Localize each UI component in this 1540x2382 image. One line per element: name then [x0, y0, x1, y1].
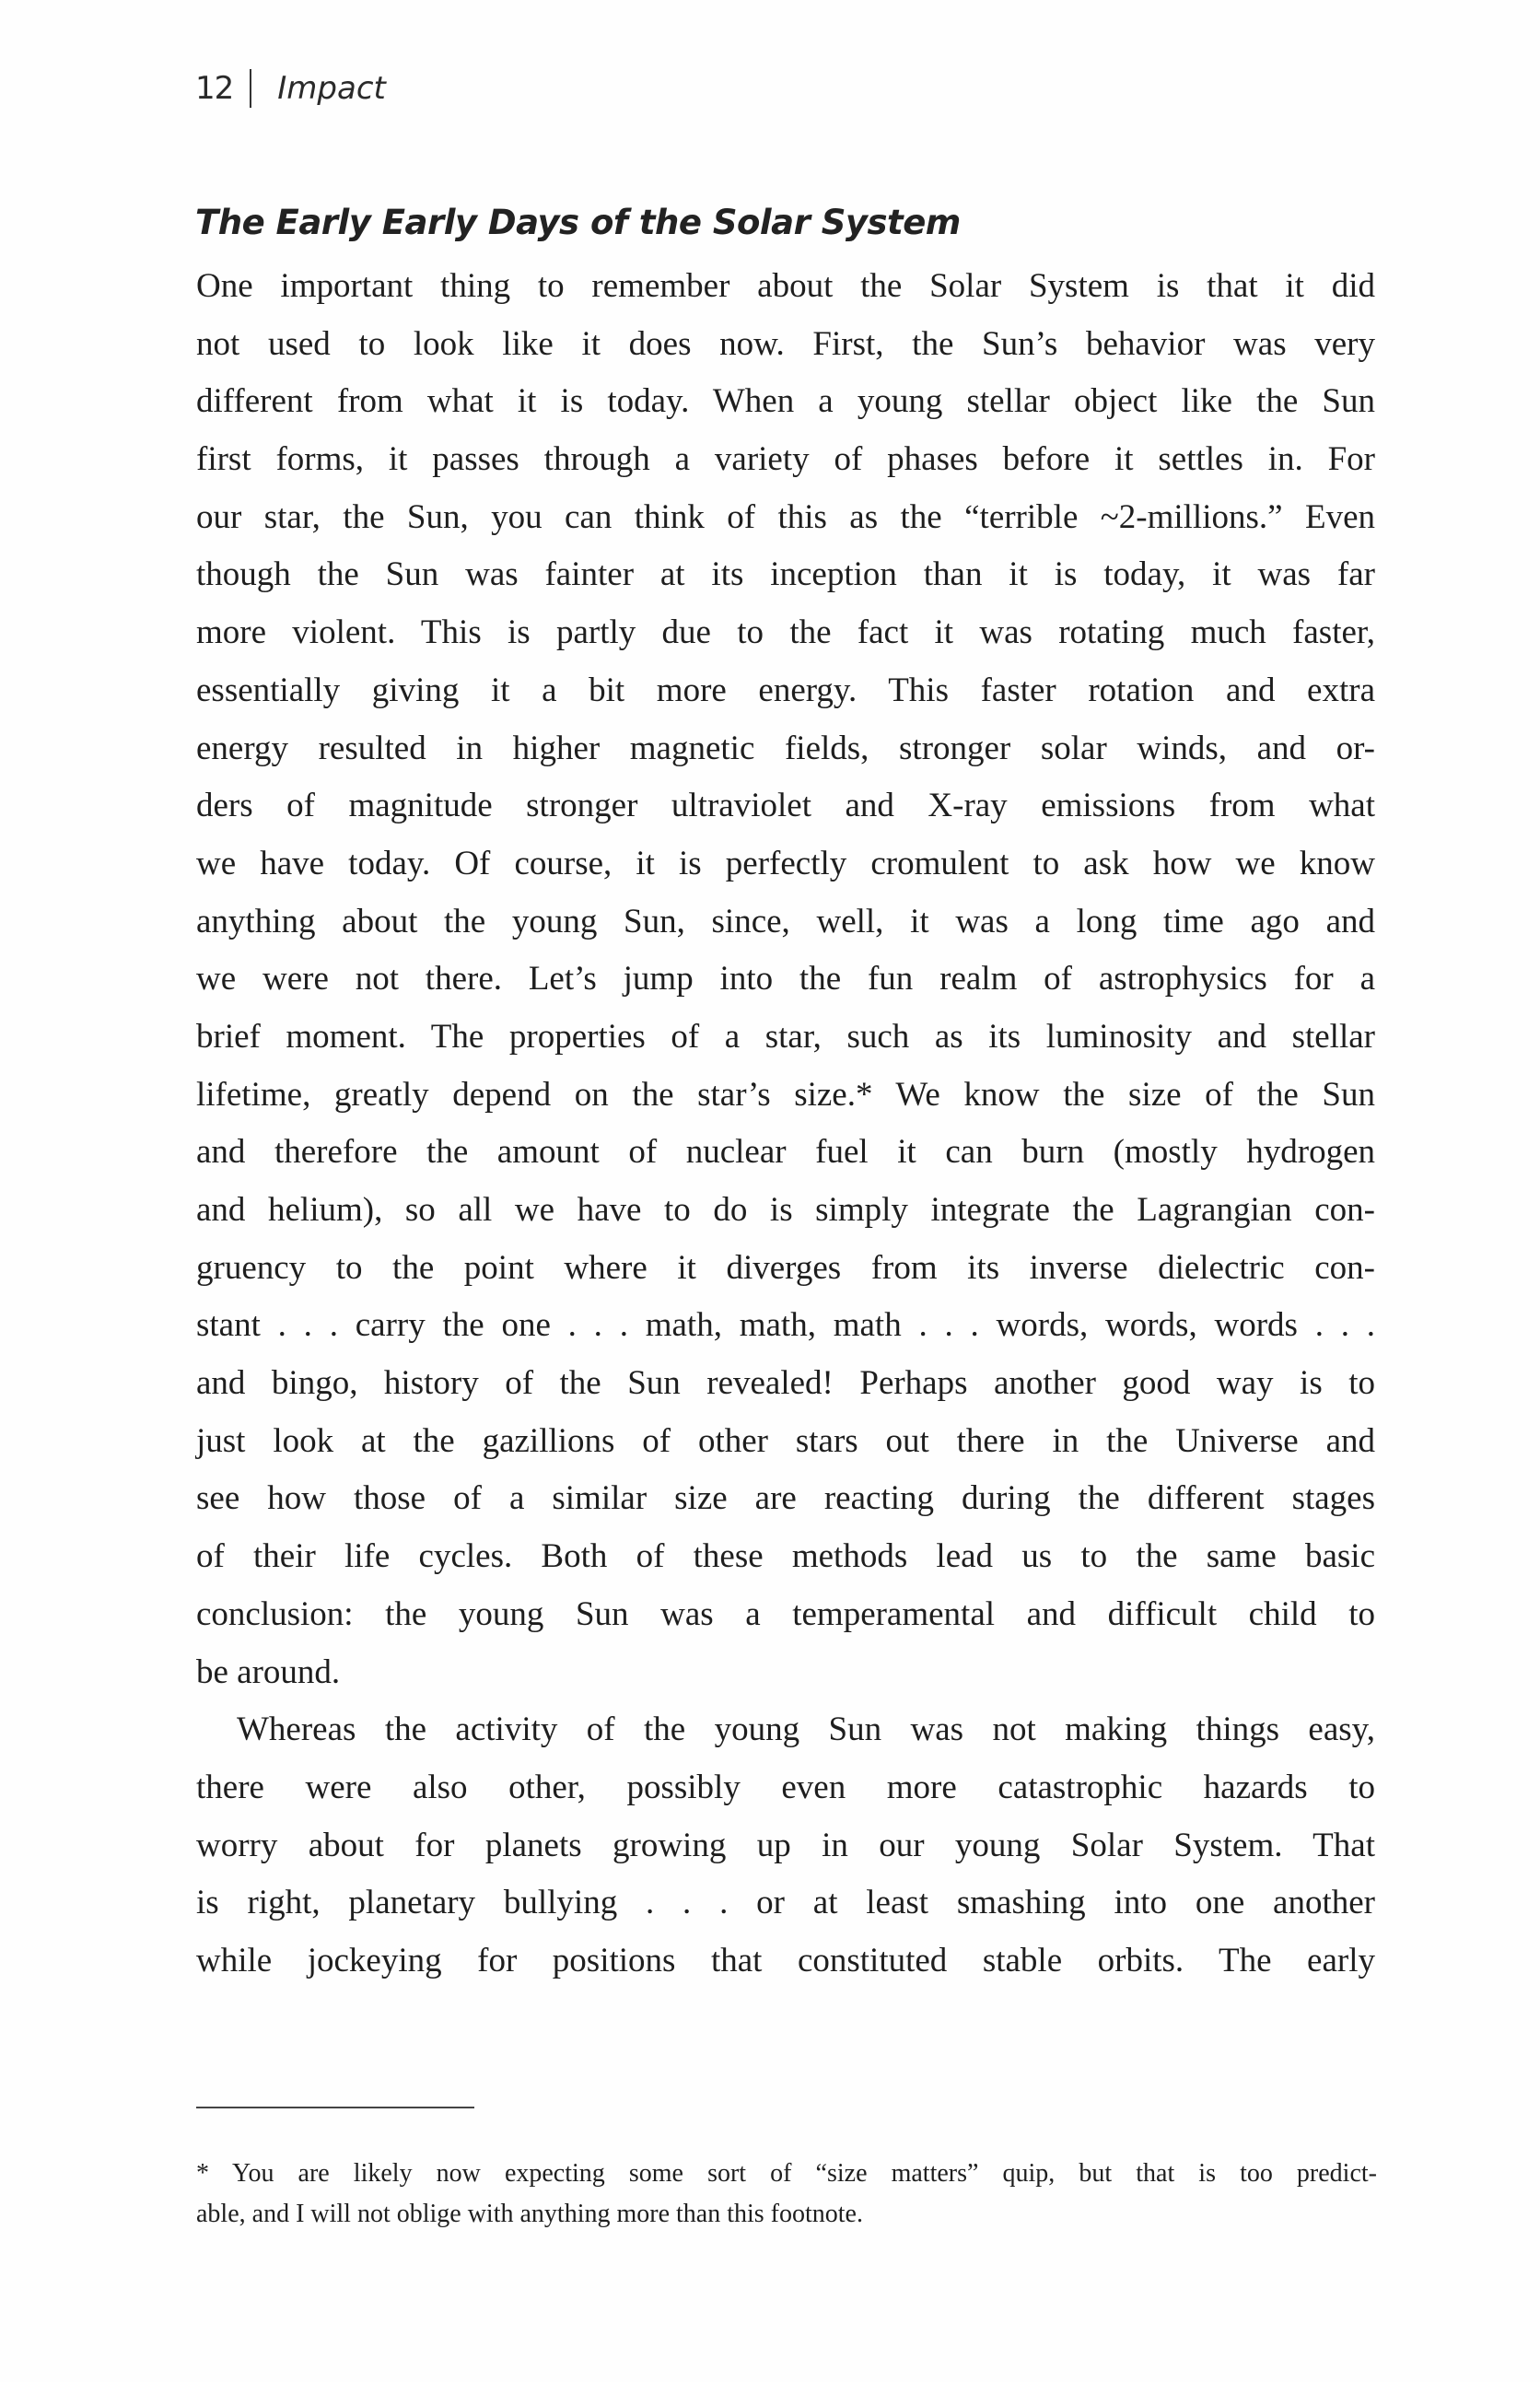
text-line: first forms, it passes through a variety of phases before it settles in. For	[196, 440, 1375, 479]
text-line: and helium), so all we have to do is simply integrate the Lagrangian con-	[196, 1191, 1375, 1229]
text-line: worry about for planets growing up in our young Solar System. That	[196, 1826, 1375, 1864]
text-line: conclusion: the young Sun was a temperamental and difficult child to	[196, 1594, 1375, 1633]
footnote-line: * You are likely now expecting some sort of “size matters” quip, but that is too predict-	[196, 2159, 1377, 2188]
text-line: we have today. Of course, it is perfectly cromulent to ask how we know	[196, 844, 1375, 882]
text-line: while jockeying for positions that constituted stable orbits. The early	[196, 1941, 1375, 1979]
footnote	[196, 2154, 1377, 2235]
text-line: just look at the gazillions of other stars out there in the Universe and	[196, 1421, 1375, 1460]
text-line: ders of magnitude stronger ultraviolet and X-ray emissions from what	[196, 787, 1375, 825]
text-line: essentially giving it a bit more energy. This faster rotation and extra	[196, 671, 1375, 709]
page-number: 12	[195, 70, 234, 107]
text-line: see how those of a similar size are reacting during the different stages	[196, 1479, 1375, 1518]
text-line: our star, the Sun, you can think of this as the “terrible ~2-millions.” Even	[196, 497, 1375, 536]
text-line: brief moment. The properties of a star, such as its luminosity and stellar	[196, 1017, 1375, 1056]
text-line: stant . . . carry the one . . . math, math, math . . . words, words, words . . .	[196, 1306, 1375, 1345]
text-line: One important thing to remember about the Solar System is that it did	[196, 267, 1375, 305]
text-line: and bingo, history of the Sun revealed! Perhaps another good way is to	[196, 1364, 1375, 1403]
text-line: different from what it is today. When a young stellar object like the Sun	[196, 382, 1375, 421]
text-line: there were also other, possibly even more catastrophic hazards to	[196, 1768, 1375, 1806]
text-line: energy resulted in higher magnetic fields, stronger solar winds, and or-	[196, 729, 1375, 767]
text-line: Whereas the activity of the young Sun was not making things easy,	[237, 1711, 1375, 1749]
text-line: more violent. This is partly due to the fact it was rotating much faster,	[196, 613, 1375, 652]
header-divider	[250, 69, 251, 108]
text-line: we were not there. Let’s jump into the fun realm of astrophysics for a	[196, 960, 1375, 998]
section-heading: The Early Early Days of the Solar System	[195, 203, 961, 242]
text-line: anything about the young Sun, since, well, it was a long time ago and	[196, 902, 1375, 940]
body-text	[196, 258, 1375, 1991]
text-line: lifetime, greatly depend on the star’s size.* We know the size of the Sun	[196, 1075, 1375, 1114]
footnote-line: able, and I will not oblige with anything more than this footnote.	[196, 2200, 863, 2228]
text-line: gruency to the point where it diverges from its inverse dielectric con-	[196, 1248, 1375, 1287]
text-line: not used to look like it does now. First, the Sun’s behavior was very	[196, 324, 1375, 363]
text-line: is right, planetary bullying . . . or at least smashing into one another	[196, 1884, 1375, 1922]
book-title: Impact	[277, 70, 386, 107]
text-line: though the Sun was fainter at its inception than it is today, it was far	[196, 555, 1375, 594]
text-line: and therefore the amount of nuclear fuel it can burn (mostly hydrogen	[196, 1133, 1375, 1172]
running-header	[195, 68, 386, 109]
text-line: be around.	[196, 1652, 341, 1691]
footnote-rule	[196, 2107, 474, 2108]
text-line: of their life cycles. Both of these methods lead us to the same basic	[196, 1537, 1375, 1576]
